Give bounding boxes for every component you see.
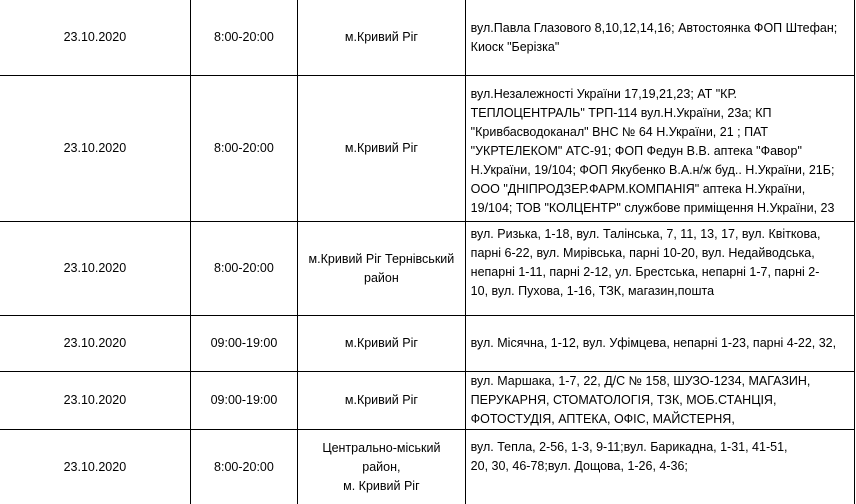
address-line: непарні 1-11, парні 2-12, ул. Брестська, непарні 1-7, парні 2- [470, 265, 820, 279]
address-line: вул.Павла Глазового 8,10,12,14,16; Автостоянка ФОП Штефан; [470, 21, 838, 35]
address-cell [465, 372, 854, 430]
address-line: вул.Незалежності України 17,19,21,23; АТ "КР. [470, 87, 737, 101]
address-line: ООО "ДНІПРОДЗЕР.ФАРМ.КОМПАНІЯ" аптека Н.України, [470, 182, 806, 196]
location-cell [298, 372, 466, 430]
location-cell [298, 222, 466, 316]
address-cell [465, 0, 854, 76]
location-text-line: район [364, 270, 399, 285]
location-text: м.Кривий Ріг [344, 141, 418, 155]
time-cell: 8:00-20:00 [190, 222, 297, 316]
time-cell: 8:00-20:00 [190, 0, 297, 76]
location-text: м.Кривий Ріг [344, 30, 418, 44]
location-text: м.Кривий Ріг [344, 393, 418, 407]
address-line: Н.України, 19/104; ФОП Якубенко В.А.н/ж буд.. Н.України, 21Б; [470, 163, 835, 177]
location-cell [298, 316, 466, 372]
location-text: м.Кривий Ріг [344, 336, 418, 350]
address-line: Киоск "Берізка" [470, 40, 560, 54]
table-row [0, 372, 855, 430]
address-line: ТЕПЛОЦЕНТРАЛЬ" ТРП-114 вул.Н.України, 23а; КП [470, 106, 772, 120]
date-cell: 23.10.2020 [0, 0, 190, 76]
address-cell [465, 430, 854, 504]
address-cell [465, 316, 854, 372]
location-text-line: м.Кривий Ріг Тернівський [308, 251, 455, 266]
address-line: 10, вул. Пухова, 1-16, ТЗК, магазин,пошта [470, 284, 715, 298]
date-cell: 23.10.2020 [0, 372, 190, 430]
address-line: "УКРТЕЛЕКОМ" АТС-91; ФОП Федун В.В. аптека "Фавор" [470, 144, 802, 158]
address-line: ПЕРУКАРНЯ, СТОМАТОЛОГІЯ, ТЗК, МОБ.СТАНЦІЯ, [470, 393, 777, 407]
date-cell: 23.10.2020 [0, 430, 190, 504]
table-row [0, 222, 855, 316]
table-row [0, 430, 855, 504]
address-line: 19/104; ТОВ "КОЛЦЕНТР" службове приміщення Н.України, 23 [470, 201, 835, 215]
date-cell: 23.10.2020 [0, 76, 190, 222]
address-line: 20, 30, 46-78;вул. Дощова, 1-26, 4-36; [470, 459, 688, 473]
address-line: вул. Тепла, 2-56, 1-3, 9-11;вул. Барикадна, 1-31, 41-51, [470, 440, 788, 454]
table-row [0, 76, 855, 222]
time-cell: 8:00-20:00 [190, 76, 297, 222]
address-line: вул. Ризька, 1-18, вул. Талінська, 7, 11, 13, 17, вул. Квіткова, [470, 227, 821, 241]
address-line: парні 6-22, вул. Мирівська, парні 10-20, вул. Недайводська, [470, 246, 815, 260]
location-text-line: район, [362, 460, 401, 474]
address-line: ФОТОСТУДІЯ, АПТЕКА, ОФІС, МАЙСТЕРНЯ, [470, 412, 735, 426]
location-cell [298, 430, 466, 504]
table-row [0, 316, 855, 372]
time-cell: 09:00-19:00 [190, 372, 297, 430]
address-line: вул. Місячна, 1-12, вул. Уфімцева, непарні 1-23, парні 4-22, 32, [470, 336, 837, 350]
time-cell: 8:00-20:00 [190, 430, 297, 504]
time-cell: 09:00-19:00 [190, 316, 297, 372]
table-row [0, 0, 855, 76]
location-cell [298, 76, 466, 222]
date-cell: 23.10.2020 [0, 316, 190, 372]
location-text-line: м. Кривий Ріг [343, 479, 420, 493]
date-cell: 23.10.2020 [0, 222, 190, 316]
address-cell [465, 222, 854, 316]
location-cell [298, 0, 466, 76]
address-cell [465, 76, 854, 222]
location-text-line: Центрально-міський [322, 441, 441, 455]
address-line: "Кривбасводоканал" ВНС № 64 Н.України, 21 ; ПАТ [470, 125, 769, 139]
address-line: вул. Маршака, 1-7, 22, Д/С № 158, ШУЗО-1234, МАГАЗИН, [470, 374, 811, 388]
